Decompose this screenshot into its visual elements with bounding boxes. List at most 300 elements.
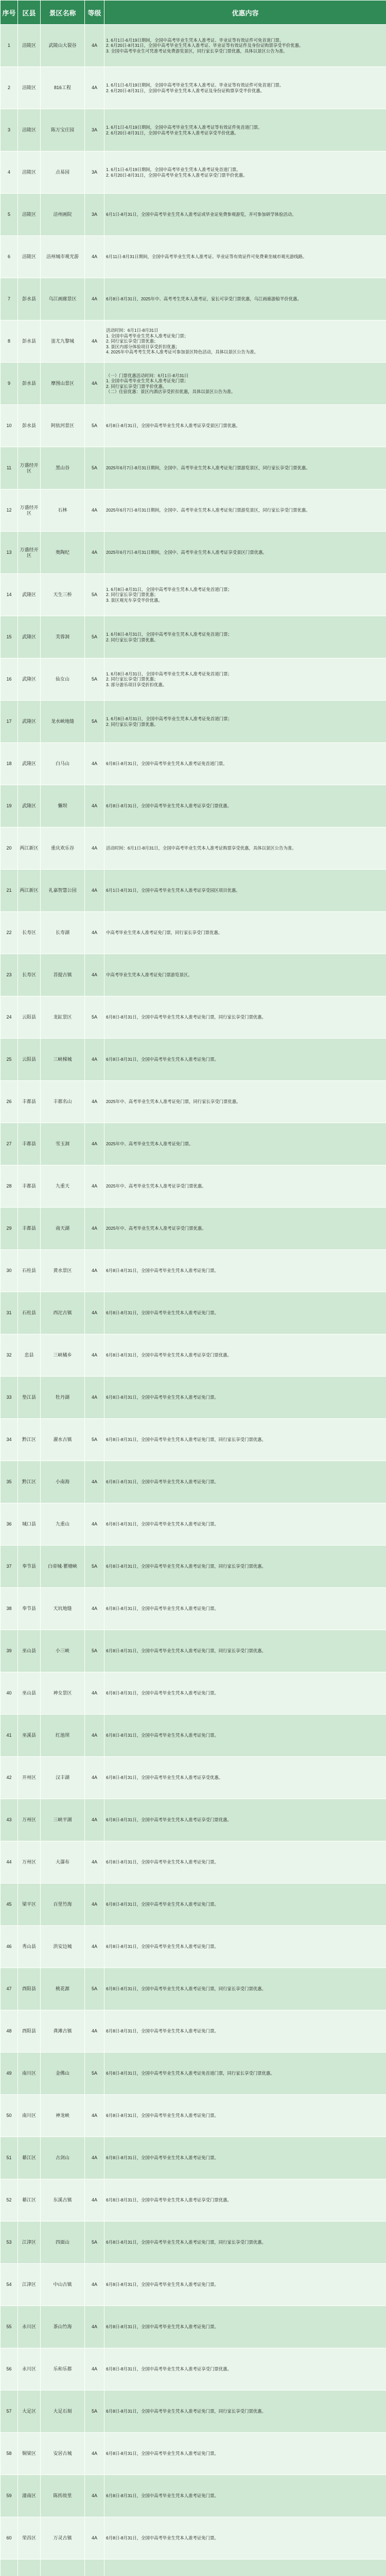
cell-policy: 6月8日-8月31日，全国中高考毕业生凭本人准考证免门票。: [104, 1841, 386, 1884]
cell-seq: 31: [1, 1292, 18, 1334]
cell-seq: 18: [1, 743, 18, 785]
table-row: [1, 1588, 386, 1630]
cell-level: 4A: [85, 2348, 104, 2391]
cell-region: 黔江区: [18, 1461, 41, 1503]
cell-seq: 29: [1, 1208, 18, 1250]
cell-spot: 三峡橘乡: [41, 1334, 85, 1377]
cell-region: 武隆区: [18, 701, 41, 743]
table-row: [1, 2095, 386, 2137]
cell-seq: 60: [1, 2517, 18, 2560]
cell-seq: 56: [1, 2348, 18, 2391]
cell-level: 4A: [85, 2137, 104, 2179]
cell-policy: 6月1日-8月31日，全国中高考毕业生凭本人准考证享受园区项目优惠。: [104, 870, 386, 912]
cell-spot: 陈抟故里: [41, 2475, 85, 2517]
table-row: [1, 1757, 386, 1799]
cell-region: 武隆区: [18, 574, 41, 616]
cell-seq: 44: [1, 1841, 18, 1884]
cell-policy: 6月8日-8月31日，2025年中、高考考生凭本人准考证，家长可享受门票优惠，乌江画廊游船半价优惠。: [104, 278, 386, 320]
cell-policy: [104, 2560, 386, 2576]
cell-spot: 白帝城·瞿塘峡: [41, 1546, 85, 1588]
cell-policy: 6月8日-8月31日，全国中高考毕业生凭本人准考证免门票，同行家长享受门票优惠。: [104, 2391, 386, 2433]
cell-spot: 牡丹湖: [41, 1377, 85, 1419]
cell-spot: 小南海: [41, 1461, 85, 1503]
cell-seq: 10: [1, 405, 18, 447]
cell-region: 武隆区: [18, 785, 41, 827]
cell-spot: 龙水峡地缝: [41, 701, 85, 743]
cell-region: 云阳县: [18, 1039, 41, 1081]
cell-policy: 1. 6月1日-6月19日期间，全国中高考毕业生凭本人准考证等有效证件免首道门票。 2. 6月20日-8月31日，全国中高考毕业生凭本人准考证享受半价优惠。: [104, 109, 386, 151]
cell-level: 4A: [85, 2517, 104, 2560]
cell-spot: 黄水景区: [41, 1250, 85, 1292]
cell-seq: 28: [1, 1165, 18, 1208]
cell-level: 5A: [85, 2391, 104, 2433]
cell-spot: 万灵古镇: [41, 2517, 85, 2560]
cell-level: 3A: [85, 109, 104, 151]
cell-spot: 天坑地缝: [41, 1588, 85, 1630]
cell-region: 彭水县: [18, 278, 41, 320]
table-body: [1, 25, 386, 2576]
cell-policy: 6月8日-8月31日，全国中高考毕业生凭本人准考证免门票。: [104, 1884, 386, 1926]
cell-region: [18, 2560, 41, 2576]
cell-seq: 20: [1, 827, 18, 870]
cell-policy: 6月8日-8月31日，全国中高考毕业生凭本人准考证免首道门票。: [104, 743, 386, 785]
cell-level: 5A: [85, 996, 104, 1039]
cell-policy: 1. 6月8日-8月31日，全国中高考毕业生凭本人准考证免首道门票； 2. 同行家长享受门票优惠； 3. 部分游乐项目享受折扣优惠。: [104, 658, 386, 701]
cell-spot: 长寿湖: [41, 912, 85, 954]
cell-spot: 四面山: [41, 2222, 85, 2264]
cell-seq: 46: [1, 1926, 18, 1968]
table-row: [1, 1208, 386, 1250]
cell-region: 江津区: [18, 2222, 41, 2264]
cell-region: 忠县: [18, 1334, 41, 1377]
table-row: [1, 743, 386, 785]
cell-spot: 红池坝: [41, 1715, 85, 1757]
table-row: [1, 912, 386, 954]
cell-level: 5A: [85, 658, 104, 701]
cell-level: 5A: [85, 574, 104, 616]
cell-seq: 14: [1, 574, 18, 616]
cell-seq: 16: [1, 658, 18, 701]
cell-spot: 丰都名山: [41, 1081, 85, 1123]
cell-region: 涪陵区: [18, 194, 41, 236]
cell-seq: 17: [1, 701, 18, 743]
table-row: [1, 320, 386, 363]
table-row: [1, 996, 386, 1039]
cell-seq: 11: [1, 447, 18, 489]
cell-seq: 32: [1, 1334, 18, 1377]
cell-spot: 黑山谷: [41, 447, 85, 489]
cell-region: 长寿区: [18, 912, 41, 954]
cell-policy: 6月11日-8月31日期间，全国中高考毕业生凭本人准考证、毕业证等有效证件可免费乘坐城市观光游线路。: [104, 236, 386, 278]
cell-seq: 48: [1, 2010, 18, 2053]
cell-policy: 6月8日-8月31日，全国中高考毕业生凭本人准考证免门票。: [104, 1588, 386, 1630]
cell-spot: 蚩尤九黎城: [41, 320, 85, 363]
cell-seq: 35: [1, 1461, 18, 1503]
table-row: [1, 827, 386, 870]
table-row: [1, 363, 386, 405]
header-level: 等级: [85, 1, 104, 25]
table-row: [1, 2179, 386, 2222]
cell-seq: 52: [1, 2179, 18, 2222]
cell-spot: 古剑山: [41, 2137, 85, 2179]
cell-level: 4A: [85, 67, 104, 109]
cell-region: 武隆区: [18, 743, 41, 785]
cell-level: 4A: [85, 1039, 104, 1081]
cell-policy: 1. 6月8日-8月31日，全国中高考毕业生凭本人准考证免首道门票； 2. 同行家长享受门票优惠。: [104, 616, 386, 658]
cell-region: 大足区: [18, 2391, 41, 2433]
cell-level: 4A: [85, 2179, 104, 2222]
cell-level: 3A: [85, 151, 104, 194]
cell-policy: 6月8日-8月31日，全国中高考毕业生凭本人准考证享受门票优惠。: [104, 2348, 386, 2391]
cell-region: 涪陵区: [18, 25, 41, 67]
cell-seq: 34: [1, 1419, 18, 1461]
cell-spot: 乐和乐都: [41, 2348, 85, 2391]
cell-level: 5A: [85, 1419, 104, 1461]
cell-level: 4A: [85, 743, 104, 785]
cell-spot: 奥陶纪: [41, 532, 85, 574]
cell-spot: 点易园: [41, 151, 85, 194]
table-row: [1, 532, 386, 574]
cell-region: 两江新区: [18, 827, 41, 870]
cell-seq: 19: [1, 785, 18, 827]
table-row: [1, 870, 386, 912]
cell-policy: 6月8日-8月31日，全国中高考毕业生凭本人准考证免门票。: [104, 1461, 386, 1503]
table-row: [1, 1165, 386, 1208]
cell-level: 4A: [85, 2010, 104, 2053]
cell-seq: 38: [1, 1588, 18, 1630]
cell-region: 丰都县: [18, 1081, 41, 1123]
cell-level: 4A: [85, 1588, 104, 1630]
table-row: [1, 151, 386, 194]
cell-level: 4A: [85, 2433, 104, 2475]
cell-region: 秀山县: [18, 1926, 41, 1968]
cell-region: 綦江区: [18, 2179, 41, 2222]
table-row: [1, 1461, 386, 1503]
cell-spot: 雪玉洞: [41, 1123, 85, 1165]
cell-policy: 6月8日-8月31日，全国中高考毕业生凭本人准考证免门票。: [104, 1926, 386, 1968]
cell-policy: 2025年6月7日-8月31日期间，全国中、高考毕业生凭本人准考证免门票游览景区，同行家长享受门票优惠。: [104, 489, 386, 532]
cell-spot: 芙蓉洞: [41, 616, 85, 658]
table-row: [1, 1546, 386, 1588]
cell-seq: 50: [1, 2095, 18, 2137]
cell-policy: 6月8日-8月31日，全国中高考毕业生凭本人准考证免首道门票，同行家长享受门票优惠。: [104, 2053, 386, 2095]
cell-spot: 摩围山景区: [41, 363, 85, 405]
cell-seq: 24: [1, 996, 18, 1039]
cell-seq: 8: [1, 320, 18, 363]
cell-level: 4A: [85, 363, 104, 405]
table-row: [1, 1672, 386, 1715]
cell-seq: 39: [1, 1630, 18, 1672]
cell-level: [85, 2560, 104, 2576]
cell-spot: 乌江画廊景区: [41, 278, 85, 320]
cell-spot: 九重山: [41, 1503, 85, 1546]
cell-spot: 安居古城: [41, 2433, 85, 2475]
cell-spot: 大瀑布: [41, 1841, 85, 1884]
cell-level: 4A: [85, 1461, 104, 1503]
table-row: [1, 1419, 386, 1461]
cell-seq: 9: [1, 363, 18, 405]
cell-level: 5A: [85, 1546, 104, 1588]
cell-region: 万州区: [18, 1799, 41, 1841]
cell-seq: 4: [1, 151, 18, 194]
cell-spot: 百里竹海: [41, 1884, 85, 1926]
table-row: [1, 405, 386, 447]
table-row: [1, 194, 386, 236]
table-row: [1, 1123, 386, 1165]
cell-policy: 6月8日-8月31日，全国中高考毕业生凭本人准考证免门票，同行家长享受门票优惠。: [104, 1630, 386, 1672]
cell-spot: 茶山竹海: [41, 2306, 85, 2348]
cell-region: 万盛经开区: [18, 532, 41, 574]
cell-region: 永川区: [18, 2306, 41, 2348]
table-row: [1, 109, 386, 151]
table-row: [1, 2560, 386, 2576]
table-row: [1, 1081, 386, 1123]
table-row: [1, 785, 386, 827]
cell-policy: 6月8日-8月31日，全国中高考毕业生凭本人准考证免门票。: [104, 1250, 386, 1292]
cell-spot: 涪州城市观光游: [41, 236, 85, 278]
cell-region: 丰都县: [18, 1208, 41, 1250]
cell-spot: 大足石刻: [41, 2391, 85, 2433]
cell-level: 4A: [85, 236, 104, 278]
table-row: [1, 954, 386, 996]
cell-seq: [1, 2560, 18, 2576]
cell-policy: 6月8日-8月31日，全国中高考毕业生凭本人准考证免门票，同行家长享受门票优惠。: [104, 1968, 386, 2010]
cell-level: 5A: [85, 447, 104, 489]
cell-spot: 武陵山大裂谷: [41, 25, 85, 67]
cell-spot: 礼嘉智慧公园: [41, 870, 85, 912]
cell-policy: 2025年中、高考毕业生凭本人准考证免门票。: [104, 1123, 386, 1165]
table-row: [1, 67, 386, 109]
table-row: [1, 236, 386, 278]
cell-level: 4A: [85, 827, 104, 870]
cell-region: 永川区: [18, 2348, 41, 2391]
table-row: [1, 2010, 386, 2053]
cell-policy: 6月8日-8月31日，全国中高考毕业生凭本人准考证享受门票优惠。: [104, 1799, 386, 1841]
cell-policy: 6月8日-8月31日，全国中高考毕业生凭本人准考证享受优惠。: [104, 1757, 386, 1799]
table-row: [1, 2348, 386, 2391]
table-row: [1, 1377, 386, 1419]
cell-policy: 6月8日-8月31日，全国中高考毕业生凭本人准考证免门票。: [104, 1039, 386, 1081]
header-region: 区县: [18, 1, 41, 25]
cell-spot: 九重天: [41, 1165, 85, 1208]
cell-policy: 6月8日-8月31日，全国中高考毕业生凭本人准考证免门票。: [104, 2475, 386, 2517]
cell-spot: 西沱古镇: [41, 1292, 85, 1334]
cell-level: 5A: [85, 1968, 104, 2010]
cell-region: 丰都县: [18, 1123, 41, 1165]
cell-seq: 53: [1, 2222, 18, 2264]
cell-seq: 7: [1, 278, 18, 320]
cell-seq: 12: [1, 489, 18, 532]
cell-region: 酉阳县: [18, 1968, 41, 2010]
cell-policy: 1. 6月8日-8月31日，全国中高考毕业生凭本人准考证免首道门票； 2. 同行家长享受门票优惠； 3. 景区观光车享受半价优惠。: [104, 574, 386, 616]
cell-policy: 6月8日-8月31日，全国中高考毕业生凭本人准考证免门票。: [104, 1377, 386, 1419]
cell-region: 涪陵区: [18, 109, 41, 151]
table-row: [1, 658, 386, 701]
cell-region: 黔江区: [18, 1419, 41, 1461]
table-row: [1, 2433, 386, 2475]
cell-region: 梁平区: [18, 1884, 41, 1926]
cell-region: 万盛经开区: [18, 447, 41, 489]
cell-seq: 45: [1, 1884, 18, 1926]
cell-level: 4A: [85, 1926, 104, 1968]
cell-policy: 6月8日-8月31日，全国中高考毕业生凭本人准考证免门票。: [104, 2517, 386, 2560]
cell-seq: 57: [1, 2391, 18, 2433]
cell-level: 5A: [85, 2053, 104, 2095]
cell-region: 涪陵区: [18, 67, 41, 109]
cell-policy: 6月8日-8月31日，全国中高考毕业生凭本人准考证免门票。: [104, 2306, 386, 2348]
cell-seq: 27: [1, 1123, 18, 1165]
table-row: [1, 1039, 386, 1081]
header-seq: 序号: [1, 1, 18, 25]
cell-policy: 活动时间：6月1日-8月31日 1. 全国中高考毕业生凭本人准考证免门票； 2. 同行家长享受门票优惠； 3. 景区内部分体验项目享受折扣优惠； 4. 2025年中高考考生凭本人准考证可参加景区特色活动，具体以景区公告为准。: [104, 320, 386, 363]
cell-policy: 2025年中、高考毕业生凭本人准考证享受门票优惠。: [104, 1165, 386, 1208]
cell-spot: 濯水古镇: [41, 1419, 85, 1461]
cell-spot: 陈万宝庄园: [41, 109, 85, 151]
cell-policy: 6月8日-8月31日，全国中高考毕业生凭本人准考证免门票。: [104, 2010, 386, 2053]
table-row: [1, 2264, 386, 2306]
cell-region: 石柱县: [18, 1292, 41, 1334]
cell-spot: 石林: [41, 489, 85, 532]
cell-region: 开州区: [18, 1757, 41, 1799]
cell-region: 潼南区: [18, 2475, 41, 2517]
cell-level: 4A: [85, 1250, 104, 1292]
cell-policy: 1. 6月1日-6月19日期间，全国中高考毕业生凭本人准考证、毕业证等有效证件可免首道门票。 2. 6月20日-8月31日，全国中高考毕业生凭本人准考证及身份证购票享受半价优惠。: [104, 67, 386, 109]
cell-region: 武隆区: [18, 616, 41, 658]
cell-seq: 58: [1, 2433, 18, 2475]
cell-level: 4A: [85, 1292, 104, 1334]
cell-level: 4A: [85, 278, 104, 320]
cell-level: 4A: [85, 1672, 104, 1715]
cell-spot: 小三峡: [41, 1630, 85, 1672]
cell-level: 4A: [85, 1715, 104, 1757]
table-row: [1, 1715, 386, 1757]
cell-region: 巫溪县: [18, 1715, 41, 1757]
cell-seq: 33: [1, 1377, 18, 1419]
cell-level: 4A: [85, 2306, 104, 2348]
cell-policy: 1. 6月8日-8月31日，全国中高考毕业生凭本人准考证免首道门票； 2. 同行家长享受门票优惠。: [104, 701, 386, 743]
table-row: [1, 2475, 386, 2517]
cell-level: 4A: [85, 532, 104, 574]
cell-seq: 3: [1, 109, 18, 151]
cell-level: 4A: [85, 489, 104, 532]
cell-seq: 25: [1, 1039, 18, 1081]
cell-seq: 42: [1, 1757, 18, 1799]
cell-level: 4A: [85, 2264, 104, 2306]
cell-region: 綦江区: [18, 2137, 41, 2179]
cell-region: 石柱县: [18, 1250, 41, 1292]
cell-region: 奉节县: [18, 1546, 41, 1588]
cell-spot: 洪安边城: [41, 1926, 85, 1968]
cell-spot: 桃花源: [41, 1968, 85, 2010]
cell-level: 4A: [85, 954, 104, 996]
cell-seq: 41: [1, 1715, 18, 1757]
cell-region: 南川区: [18, 2053, 41, 2095]
table-row: [1, 2306, 386, 2348]
cell-region: 巫山县: [18, 1630, 41, 1672]
table-row: [1, 1250, 386, 1292]
cell-level: 5A: [85, 405, 104, 447]
cell-region: 城口县: [18, 1503, 41, 1546]
table-row: [1, 1884, 386, 1926]
cell-spot: 三峡梯城: [41, 1039, 85, 1081]
cell-policy: 6月8日-8月31日，全国中高考毕业生凭本人准考证免门票，同行家长享受门票优惠。: [104, 2222, 386, 2264]
cell-seq: 1: [1, 25, 18, 67]
cell-level: 4A: [85, 2475, 104, 2517]
cell-seq: 51: [1, 2137, 18, 2179]
cell-region: 万盛经开区: [18, 489, 41, 532]
cell-region: 武隆区: [18, 658, 41, 701]
table-row: [1, 25, 386, 67]
cell-spot: 金佛山: [41, 2053, 85, 2095]
cell-level: 4A: [85, 320, 104, 363]
cell-region: 荣昌区: [18, 2517, 41, 2560]
table-row: [1, 447, 386, 489]
cell-level: 4A: [85, 1081, 104, 1123]
cell-seq: 47: [1, 1968, 18, 2010]
cell-seq: 43: [1, 1799, 18, 1841]
table-row: [1, 616, 386, 658]
cell-level: 4A: [85, 1757, 104, 1799]
cell-region: 涪陵区: [18, 151, 41, 194]
cell-seq: 26: [1, 1081, 18, 1123]
cell-policy: 6月1日-8月31日，全国中高考毕业生凭本人准考证或毕业证免费参观游览，并可参加研学体验活动。: [104, 194, 386, 236]
table-row: [1, 701, 386, 743]
cell-policy: 中高考毕业生凭本人准考证免门票，同行家长享受门票优惠。: [104, 912, 386, 954]
cell-spot: 龙缸景区: [41, 996, 85, 1039]
cell-seq: 13: [1, 532, 18, 574]
cell-spot: 汉丰湖: [41, 1757, 85, 1799]
table-row: [1, 1503, 386, 1546]
cell-region: 涪陵区: [18, 236, 41, 278]
cell-policy: 6月8日-8月31日，全国中高考毕业生凭本人准考证免门票。: [104, 2264, 386, 2306]
table-row: [1, 1926, 386, 1968]
table-row: [1, 1630, 386, 1672]
cell-level: 4A: [85, 1377, 104, 1419]
cell-policy: 6月8日-8月31日，全国中高考毕业生凭本人准考证免门票。: [104, 1503, 386, 1546]
cell-spot: 816工程: [41, 67, 85, 109]
cell-spot: 涪州画院: [41, 194, 85, 236]
table-header-row: [1, 1, 386, 25]
cell-policy: 6月8日-8月31日，全国中高考毕业生凭本人准考证享受门票优惠。: [104, 785, 386, 827]
cell-level: 5A: [85, 616, 104, 658]
cell-region: 长寿区: [18, 954, 41, 996]
cell-region: 万州区: [18, 1841, 41, 1884]
cell-level: 4A: [85, 1334, 104, 1377]
table-row: [1, 574, 386, 616]
cell-seq: 22: [1, 912, 18, 954]
cell-region: 彭水县: [18, 405, 41, 447]
cell-spot: 白马山: [41, 743, 85, 785]
cell-spot: 神龙峡: [41, 2095, 85, 2137]
table-row: [1, 1292, 386, 1334]
cell-policy: 6月8日-8月31日，全国中高考毕业生凭本人准考证免门票。: [104, 1672, 386, 1715]
cell-level: 4A: [85, 25, 104, 67]
cell-spot: 重庆欢乐谷: [41, 827, 85, 870]
cell-level: 5A: [85, 1630, 104, 1672]
cell-policy: 中高考毕业生凭本人准考证免门票游览景区。: [104, 954, 386, 996]
cell-region: 巫山县: [18, 1672, 41, 1715]
cell-spot: 天生三桥: [41, 574, 85, 616]
cell-policy: 1. 6月1日-6月19日期间，全国中高考毕业生凭本人准考证免首道门票。 2. 6月20日-8月31日，全国中高考毕业生凭本人准考证享受门票半价优惠。: [104, 151, 386, 194]
cell-seq: 40: [1, 1672, 18, 1715]
cell-seq: 59: [1, 2475, 18, 2517]
cell-seq: 6: [1, 236, 18, 278]
cell-spot: [41, 2560, 85, 2576]
cell-policy: 2025年6月7日-8月31日期间，全国中、高考毕业生凭本人准考证免门票游览景区，同行家长享受门票优惠。: [104, 447, 386, 489]
cell-policy: 6月8日-8月31日，全国中高考毕业生凭本人准考证免门票，同行家长享受门票优惠。: [104, 1546, 386, 1588]
table-row: [1, 2137, 386, 2179]
cell-policy: 6月8日-8月31日，全国中高考毕业生凭本人准考证免门票。: [104, 1292, 386, 1334]
